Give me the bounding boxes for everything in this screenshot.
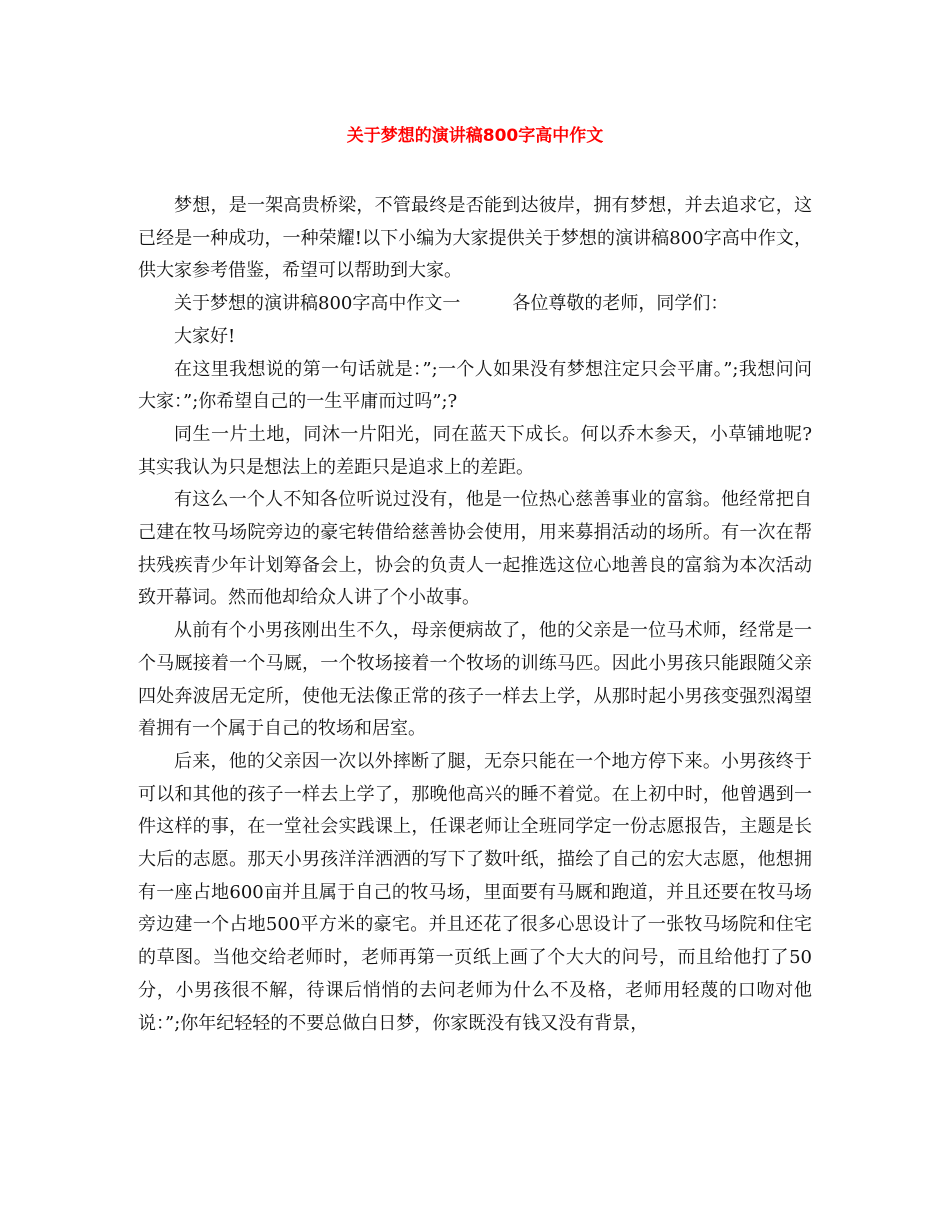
document-body xyxy=(138,190,812,1040)
paragraph-question: 在这里我想说的第一句话就是：”;一个人如果没有梦想注定只会平庸。”;我想问问大家：”;你希望自己的一生平庸而过吗”;? xyxy=(138,358,812,413)
document-title: 关于梦想的演讲稿800字高中作文 xyxy=(346,126,604,146)
paragraph-intro: 梦想，是一架高贵桥梁，不管最终是否能到达彼岸，拥有梦想，并去追求它，这已经是一种成功，一种荣耀!以下小编为大家提供关于梦想的演讲稿800字高中作文，供大家参考借鉴，希望可以帮助到大家。 xyxy=(138,195,812,282)
greeting: 各位尊敬的老师，同学们： xyxy=(512,293,729,315)
paragraph-growth: 同生一片土地，同沐一片阳光，同在蓝天下成长。何以乔木参天，小草铺地呢?其实我认为只是想法上的差距只是追求上的差距。 xyxy=(138,423,812,478)
paragraph-rich-man: 有这么一个人不知各位听说过没有，他是一位热心慈善事业的富翁。他经常把自己建在牧马场院旁边的豪宅转借给慈善协会使用，用来募捐活动的场所。有一次在帮扶残疾青少年计划筹备会上，协会的负责人一起推选这位心地善良的富翁为本次活动致开幕词。然而他却给众人讲了个小故事。 xyxy=(138,489,812,609)
paragraph-hello: 大家好! xyxy=(174,325,236,347)
section-heading: 关于梦想的演讲稿800字高中作文一 xyxy=(174,293,461,315)
paragraph-story-school: 后来，他的父亲因一次以外摔断了腿，无奈只能在一个地方停下来。小男孩终于可以和其他的孩子一样去上学了，那晚他高兴的睡不着觉。在上初中时，他曾遇到一件这样的事，在一堂社会实践课上，任课老师让全班同学定一份志愿报告，主题是长大后的志愿。那天小男孩洋洋洒洒的写下了数叶纸，描绘了自己的宏大志愿，他想拥有一座占地600亩并且属于自己的牧马场，里面要有马厩和跑道，并且还要在牧马场旁边建一个占地500平方米的豪宅。并且还花了很多心思设计了一张牧马场院和住宅的草图。当他交给老师时，老师再第一页纸上画了个大大的问号，而且给他打了50分，小男孩很不解，待课后悄悄的去问老师为什么不及格，老师用轻蔑的口吻对他说：”;你年纪轻轻的不要总做白日梦，你家既没有钱又没有背景， xyxy=(138,750,812,1034)
section-heading-line xyxy=(138,288,812,321)
paragraph-story-start: 从前有个小男孩刚出生不久，母亲便病故了，他的父亲是一位马术师，经常是一个马厩接着一个马厩，一个牧场接着一个牧场的训练马匹。因此小男孩只能跟随父亲四处奔波居无定所，使他无法像正常的孩子一样去上学，从那时起小男孩变强烈渴望着拥有一个属于自己的牧场和居室。 xyxy=(138,620,812,740)
